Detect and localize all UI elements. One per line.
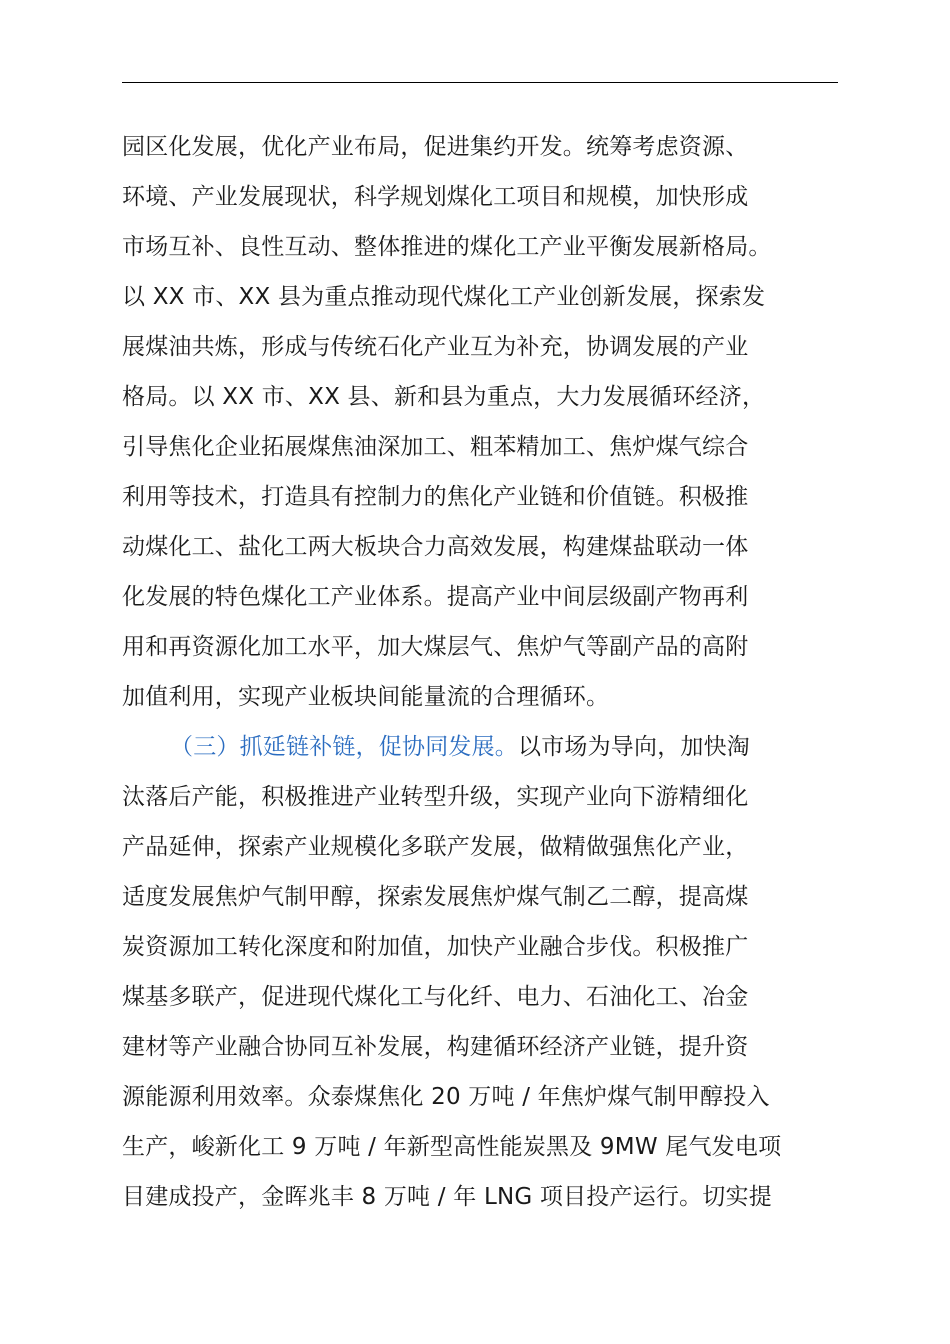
paragraph-2-line: 建材等产业融合协同互补发展，构建循环经济产业链，提升资 <box>122 1034 749 1060</box>
paragraph-2-line: 煤基多联产，促进现代煤化工与化纤、电力、石油化工、冶金 <box>122 984 749 1010</box>
paragraph-1-line: 用和再资源化加工水平，加大煤层气、焦炉气等副产品的高附 <box>122 634 749 660</box>
paragraph-1-line: 以 XX 市、XX 县为重点推动现代煤化工产业创新发展，探索发 <box>122 284 766 310</box>
section-heading: （三）抓延链补链，促协同发展。 <box>170 734 518 760</box>
paragraph-2-first-line-text: 以市场为导向，加快淘 <box>518 734 750 760</box>
paragraph-2-line: 适度发展焦炉气制甲醇，探索发展焦炉煤气制乙二醇，提高煤 <box>122 884 749 910</box>
paragraph-2-line: 炭资源加工转化深度和附加值，加快产业融合步伐。积极推广 <box>122 934 749 960</box>
paragraph-1-line: 利用等技术，打造具有控制力的焦化产业链和价值链。积极推 <box>122 484 749 510</box>
paragraph-2-line: 产品延伸，探索产业规模化多联产发展，做精做强焦化产业， <box>122 834 749 860</box>
paragraph-2-line: 汰落后产能，积极推进产业转型升级，实现产业向下游精细化 <box>122 784 749 810</box>
paragraph-1-line: 环境、产业发展现状，科学规划煤化工项目和规模，加快形成 <box>122 184 749 210</box>
paragraph-2 <box>122 722 858 1222</box>
header-rule <box>122 82 838 83</box>
document-body <box>122 122 858 1222</box>
paragraph-1-line: 引导焦化企业拓展煤焦油深加工、粗苯精加工、焦炉煤气综合 <box>122 434 749 460</box>
paragraph-1-line: 加值利用，实现产业板块间能量流的合理循环。 <box>122 684 610 710</box>
paragraph-2-line: 源能源利用效率。众泰煤焦化 20 万吨 / 年焦炉煤气制甲醇投入 <box>122 1084 770 1110</box>
paragraph-1-line: 格局。以 XX 市、XX 县、新和县为重点，大力发展循环经济， <box>122 384 766 410</box>
paragraph-1-line: 展煤油共炼，形成与传统石化产业互为补充，协调发展的产业 <box>122 334 749 360</box>
paragraph-1-line: 动煤化工、盐化工两大板块合力高效发展，构建煤盐联动一体 <box>122 534 749 560</box>
paragraph-2-line: 生产，峻新化工 9 万吨 / 年新型高性能炭黑及 9MW 尾气发电项 <box>122 1134 782 1160</box>
paragraph-1-line: 化发展的特色煤化工产业体系。提高产业中间层级副产物再利 <box>122 584 749 610</box>
paragraph-2-line: 目建成投产，金晖兆丰 8 万吨 / 年 LNG 项目投产运行。切实提 <box>122 1184 772 1210</box>
paragraph-1-line: 园区化发展，优化产业布局，促进集约开发。统筹考虑资源、 <box>122 134 749 160</box>
paragraph-2-first-line <box>122 722 858 772</box>
paragraph-1 <box>122 122 858 722</box>
paragraph-1-line: 市场互补、良性互动、整体推进的煤化工产业平衡发展新格局。 <box>122 234 772 260</box>
